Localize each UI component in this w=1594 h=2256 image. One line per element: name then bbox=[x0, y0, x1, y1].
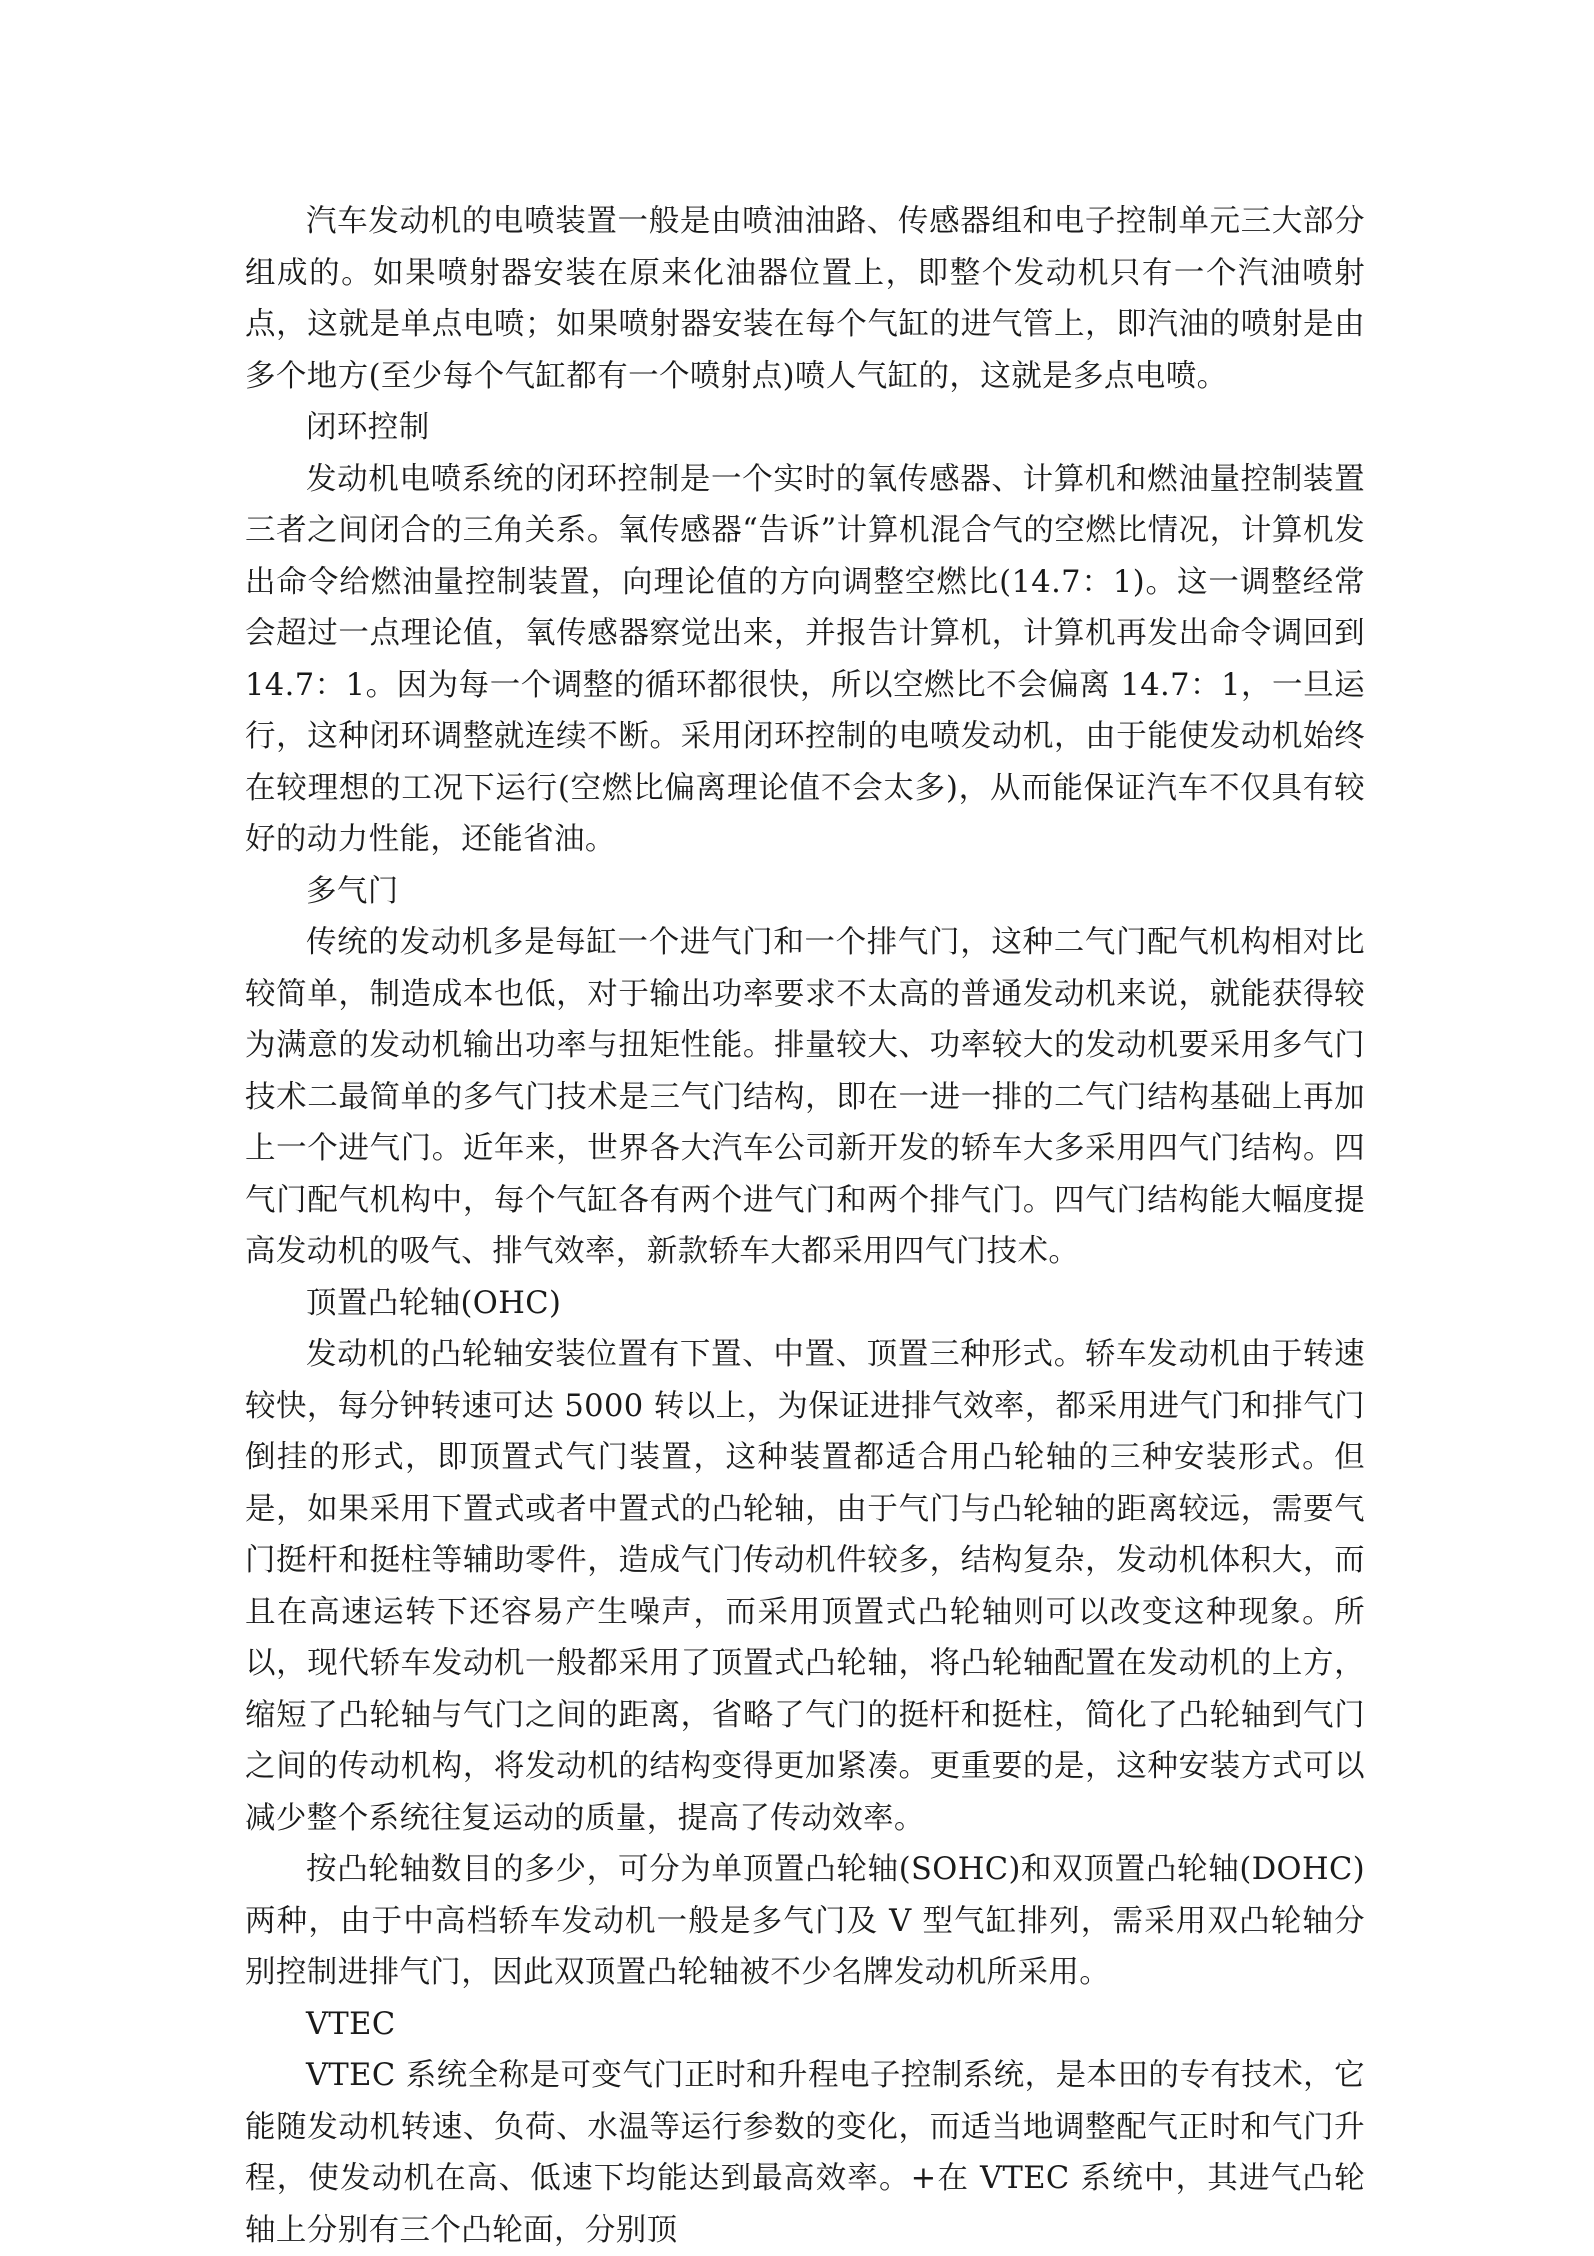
section-paragraph: VTEC 系统全称是可变气门正时和升程电子控制系统，是本田的专有技术，它能随发动机转速、负荷、水温等运行参数的变化，而适当地调整配气正时和气门升程，使发动机在高、低速下均能达到最高效率。+在 VTEC 系统中，其进气凸轮轴上分别有三个凸轮面，分别顶 bbox=[245, 2058, 1365, 2248]
section-paragraph: 传统的发动机多是每缸一个进气门和一个排气门，这种二气门配气机构相对比较简单，制造成本也低，对于输出功率要求不太高的普通发动机来说，就能获得较为满意的发动机输出功率与扭矩性能。排量较大、功率较大的发动机要采用多气门技术二最简单的多气门技术是三气门结构，即在一进一排的二气门结构基础上再加上一个进气门。近年来，世界各大汽车公司新开发的轿车大多采用四气门结构。四气门配气机构中，每个气缸各有两个进气门和两个排气门。四气门结构能大幅度提高发动机的吸气、排气效率，新款轿车大都采用四气门技术。 bbox=[245, 925, 1365, 1269]
section-heading-multi-valve: 多气门 bbox=[306, 873, 399, 909]
document-page bbox=[245, 196, 1365, 2256]
section-heading-ohc: 顶置凸轮轴(OHC) bbox=[306, 1285, 562, 1321]
section-paragraph: 发动机的凸轮轴安装位置有下置、中置、顶置三种形式。轿车发动机由于转速较快，每分钟转速可达 5000 转以上，为保证进排气效率，都采用进气门和排气门倒挂的形式，即顶置式气门装置，这种装置都适合用凸轮轴的三种安装形式。但是，如果采用下置式或者中置式的凸轮轴，由于气门与凸轮轴的距离较远，需要气门挺杆和挺柱等辅助零件，造成气门传动机件较多，结构复杂，发动机体积大，而且在高速运转下还容易产生噪声，而采用顶置式凸轮轴则可以改变这种现象。所以，现代轿车发动机一般都采用了顶置式凸轮轴，将凸轮轴配置在发动机的上方，缩短了凸轮轴与气门之间的距离，省略了气门的挺杆和挺柱，简化了凸轮轴到气门之间的传动机构，将发动机的结构变得更加紧凑。更重要的是，这种安装方式可以减少整个系统往复运动的质量，提高了传动效率。 bbox=[245, 1337, 1365, 1836]
section-heading-closed-loop: 闭环控制 bbox=[306, 410, 430, 445]
section-paragraph: 发动机电喷系统的闭环控制是一个实时的氧传感器、计算机和燃油量控制装置三者之间闭合的三角关系。氧传感器“告诉”计算机混合气的空燃比情况，计算机发出命令给燃油量控制装置，向理论值的方向调整空燃比(14.7：1)。这一调整经常会超过一点理论值，氧传感器察觉出来，并报告计算机，计算机再发出命令调回到 14.7：1。因为每一个调整的循环都很快，所以空燃比不会偏离 14.7：1，一旦运行，这种闭环调整就连续不断。采用闭环控制的电喷发动机，由于能使发动机始终在较理想的工况下运行(空燃比偏离理论值不会太多)，从而能保证汽车不仅具有较好的动力性能，还能省油。 bbox=[245, 461, 1365, 857]
intro-paragraph: 汽车发动机的电喷装置一般是由喷油油路、传感器组和电子控制单元三大部分组成的。如果喷射器安装在原来化油器位置上，即整个发动机只有一个汽油喷射点，这就是单点电喷；如果喷射器安装在每个气缸的进气管上，即汽油的喷射是由多个地方(至少每个气缸都有一个喷射点)喷人气缸的，这就是多点电喷。 bbox=[245, 204, 1365, 394]
section-heading-vtec: VTEC bbox=[306, 2006, 396, 2042]
section-paragraph: 按凸轮轴数目的多少，可分为单顶置凸轮轴(SOHC)和双顶置凸轮轴(DOHC)两种，由于中高档轿车发动机一般是多气门及 V 型气缸排列，需采用双凸轮轴分别控制进排气门，因此双顶置凸轮轴被不少名牌发动机所采用。 bbox=[245, 1852, 1365, 1990]
